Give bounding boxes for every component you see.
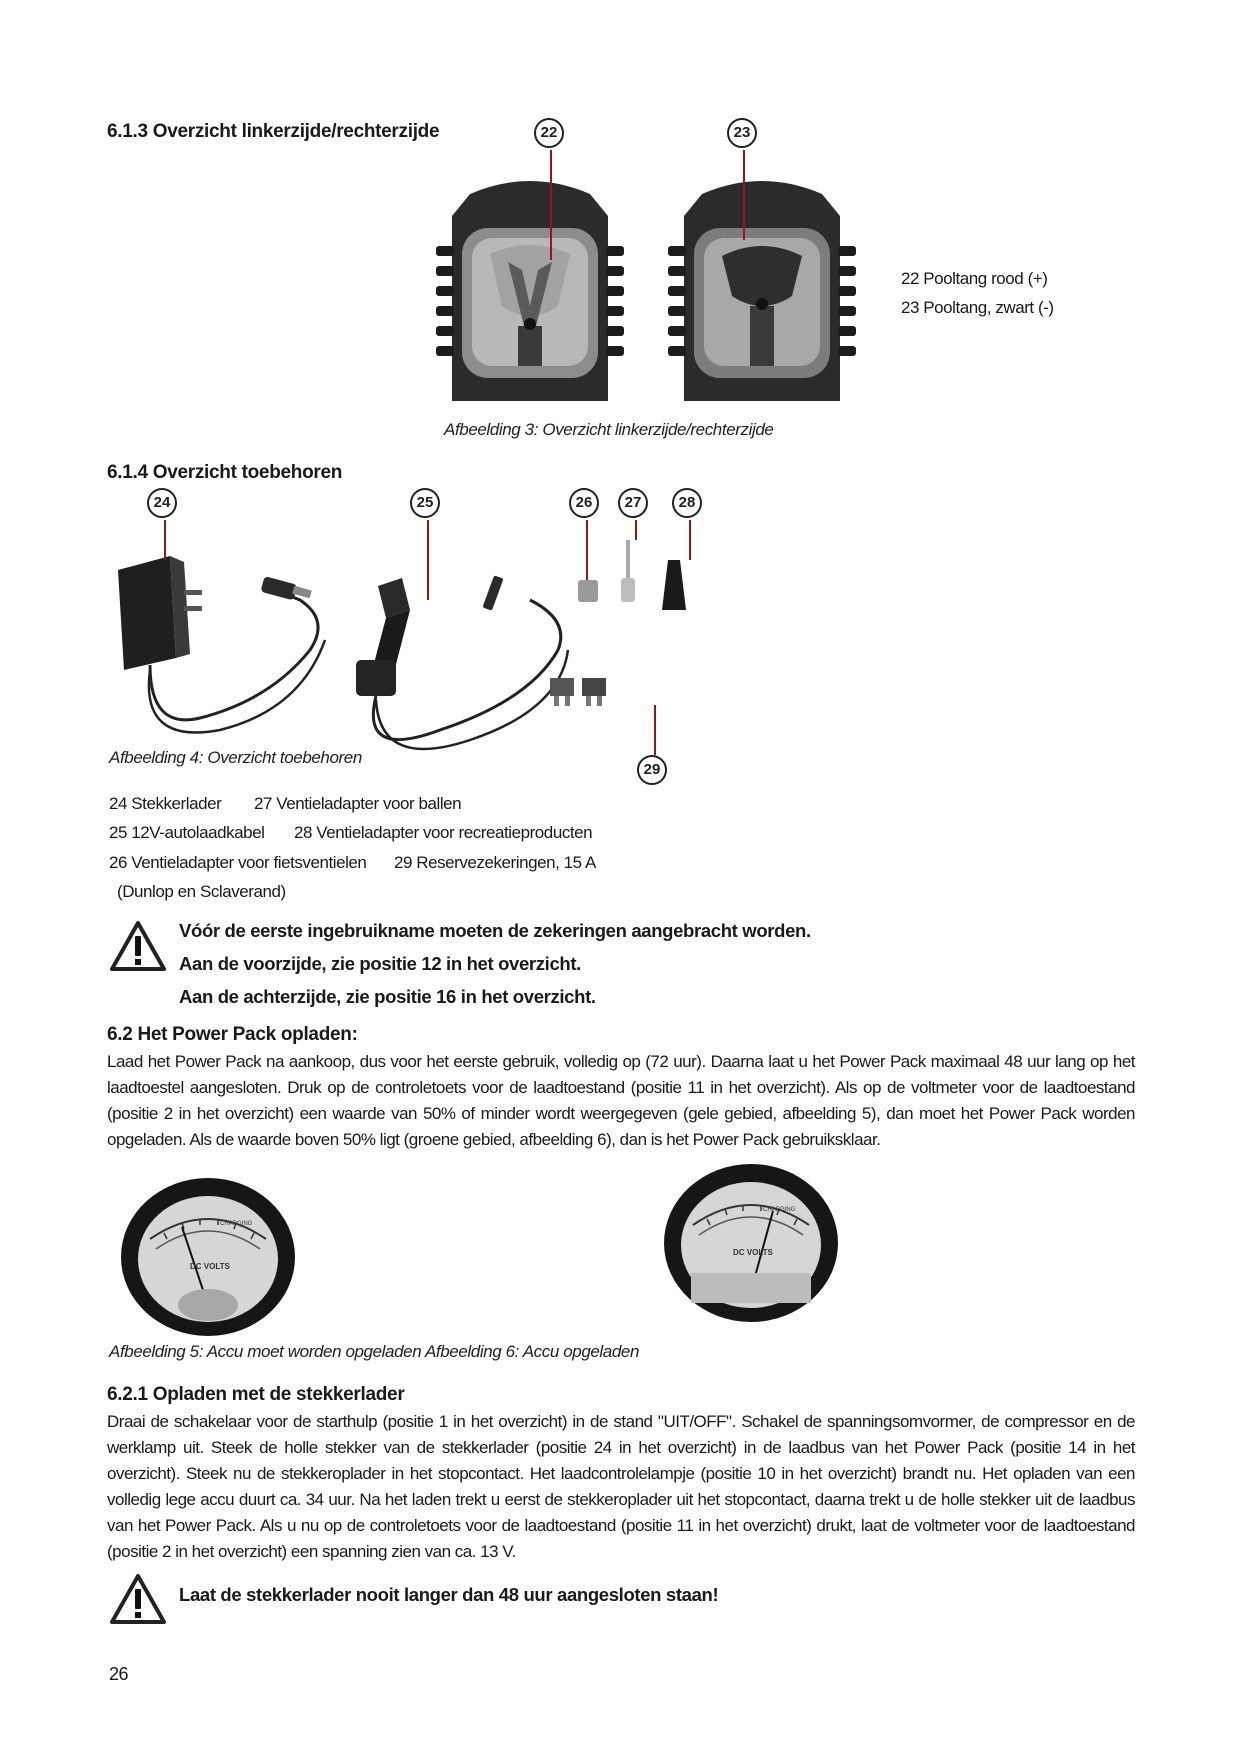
heading-613: 6.1.3 Overzicht linkerzijde/rechterzijde — [107, 121, 440, 142]
meter-scale-label: CHARGING — [220, 1221, 253, 1227]
callout-23: 23 — [727, 118, 757, 148]
meter-scale-label: CHARGING — [763, 1207, 796, 1213]
warning-charger-text: Laat de stekkerlader nooit langer dan 48 uur aangesloten staan! — [179, 1584, 719, 1605]
legend-27: 27 Ventieladapter voor ballen — [254, 794, 462, 813]
heading-614: 6.1.4 Overzicht toebehoren — [107, 462, 343, 483]
clamp-holder-red-image — [430, 176, 630, 408]
callout-leader-26 — [586, 520, 588, 580]
callout-leader-23 — [743, 150, 745, 240]
accessories-image — [110, 530, 720, 770]
callout-leader-22 — [550, 150, 552, 260]
callout-25: 25 — [410, 488, 440, 518]
meter-label: DC VOLTS — [190, 1262, 230, 1271]
heading-62: 6.2 Het Power Pack opladen: — [107, 1024, 358, 1045]
legend-row — [109, 794, 461, 814]
legend-26: 26 Ventieladapter voor fietsventielen — [109, 853, 367, 872]
warning-fuses-line-3: Aan de achterzijde, zie positie 16 in het overzicht. — [179, 986, 596, 1007]
warning-fuses-line-1: Vóór de eerste ingebruikname moeten de zekeringen aangebracht worden. — [179, 920, 811, 941]
legend-row — [117, 882, 286, 902]
callout-28: 28 — [672, 488, 702, 518]
callout-leader-29 — [654, 705, 656, 755]
warning-triangle-icon — [109, 1573, 167, 1625]
callout-24: 24 — [147, 488, 177, 518]
callout-26: 26 — [569, 488, 599, 518]
legend-23: 23 Pooltang, zwart (-) — [901, 298, 1054, 317]
paragraph-62: Laad het Power Pack na aankoop, dus voor het eerste gebruik, volledig op (72 uur). Daarna laat u het Power Pack maximaal 48 uur lang op het laadtoestel aangesloten. Druk op de controletoets voor de laadtoestand (positie 11 in het overzicht). Als op de voltmeter voor de laadtoestand (positie 2 in het overzicht) een waarde van 50% of minder wordt weergegeven (gele gebied, afbeelding 5), dan moet het Power Pack worden opgeladen. Als de waarde boven 50% ligt (groene gebied, afbeelding 6), dan is het Power Pack gebruiksklaar. — [107, 1052, 1135, 1149]
caption-figure-3: Afbeelding 3: Overzicht linkerzijde/rechterzijde — [444, 420, 774, 439]
voltmeter-charged-image — [663, 1163, 839, 1323]
legend-25: 25 12V-autolaadkabel — [109, 823, 265, 842]
callout-29: 29 — [637, 755, 667, 785]
callout-27: 27 — [618, 488, 648, 518]
legend-row — [109, 823, 592, 843]
heading-621: 6.2.1 Opladen met de stekkerlader — [107, 1384, 405, 1405]
page-number: 26 — [109, 1664, 129, 1684]
callout-leader-27 — [635, 520, 637, 540]
callout-22: 22 — [534, 118, 564, 148]
callout-leader-24 — [164, 520, 166, 560]
legend-28: 28 Ventieladapter voor recreatieproducten — [294, 823, 593, 842]
callout-leader-25 — [427, 520, 429, 600]
paragraph-621: Draai de schakelaar voor de starthulp (positie 1 in het overzicht) in de stand "UIT/OFF". Schakel de spanningsomvormer, de compressor en de werklamp uit. Steek de holle stekker van de stekkerlader (positie 24 in het overzicht) in de laadbus van het Power Pack (positie 14 in het overzicht). Steek nu de stekkeroplader in het stopcontact. Het laadcontrolelampje (positie 10 in het overzicht) brandt nu. Het opladen van een volledig lege accu duurt ca. 34 uur. Na het laden trekt u eerst de stekkeroplader uit het stopcontact, daarna trekt u de holle stekker uit de laadbus van het Power Pack. Als u nu op de controletoets voor de laadtoestand (positie 11 in het overzicht) drukt, laat de voltmeter voor de laadtoestand (positie 2 in het overzicht) een spanning zien van ca. 13 V. — [107, 1412, 1135, 1561]
caption-figure-5-6: Afbeelding 5: Accu moet worden opgeladen Afbeelding 6: Accu opgeladen — [109, 1342, 640, 1361]
legend-29: 29 Reservezekeringen, 15 A — [394, 853, 596, 872]
legend-24: 24 Stekkerlader — [109, 794, 222, 813]
meter-label: DC VOLTS — [733, 1248, 773, 1257]
caption-figure-4: Afbeelding 4: Overzicht toebehoren — [109, 748, 362, 767]
legend-22: 22 Pooltang rood (+) — [901, 269, 1048, 288]
legend-26-note: (Dunlop en Sclaverand) — [117, 882, 286, 901]
warning-fuses-line-2: Aan de voorzijde, zie positie 12 in het overzicht. — [179, 953, 581, 974]
legend-row — [109, 853, 596, 873]
clamp-holder-black-image — [662, 176, 862, 408]
warning-triangle-icon — [109, 920, 167, 972]
voltmeter-low-image — [120, 1177, 296, 1337]
callout-leader-28 — [689, 520, 691, 560]
